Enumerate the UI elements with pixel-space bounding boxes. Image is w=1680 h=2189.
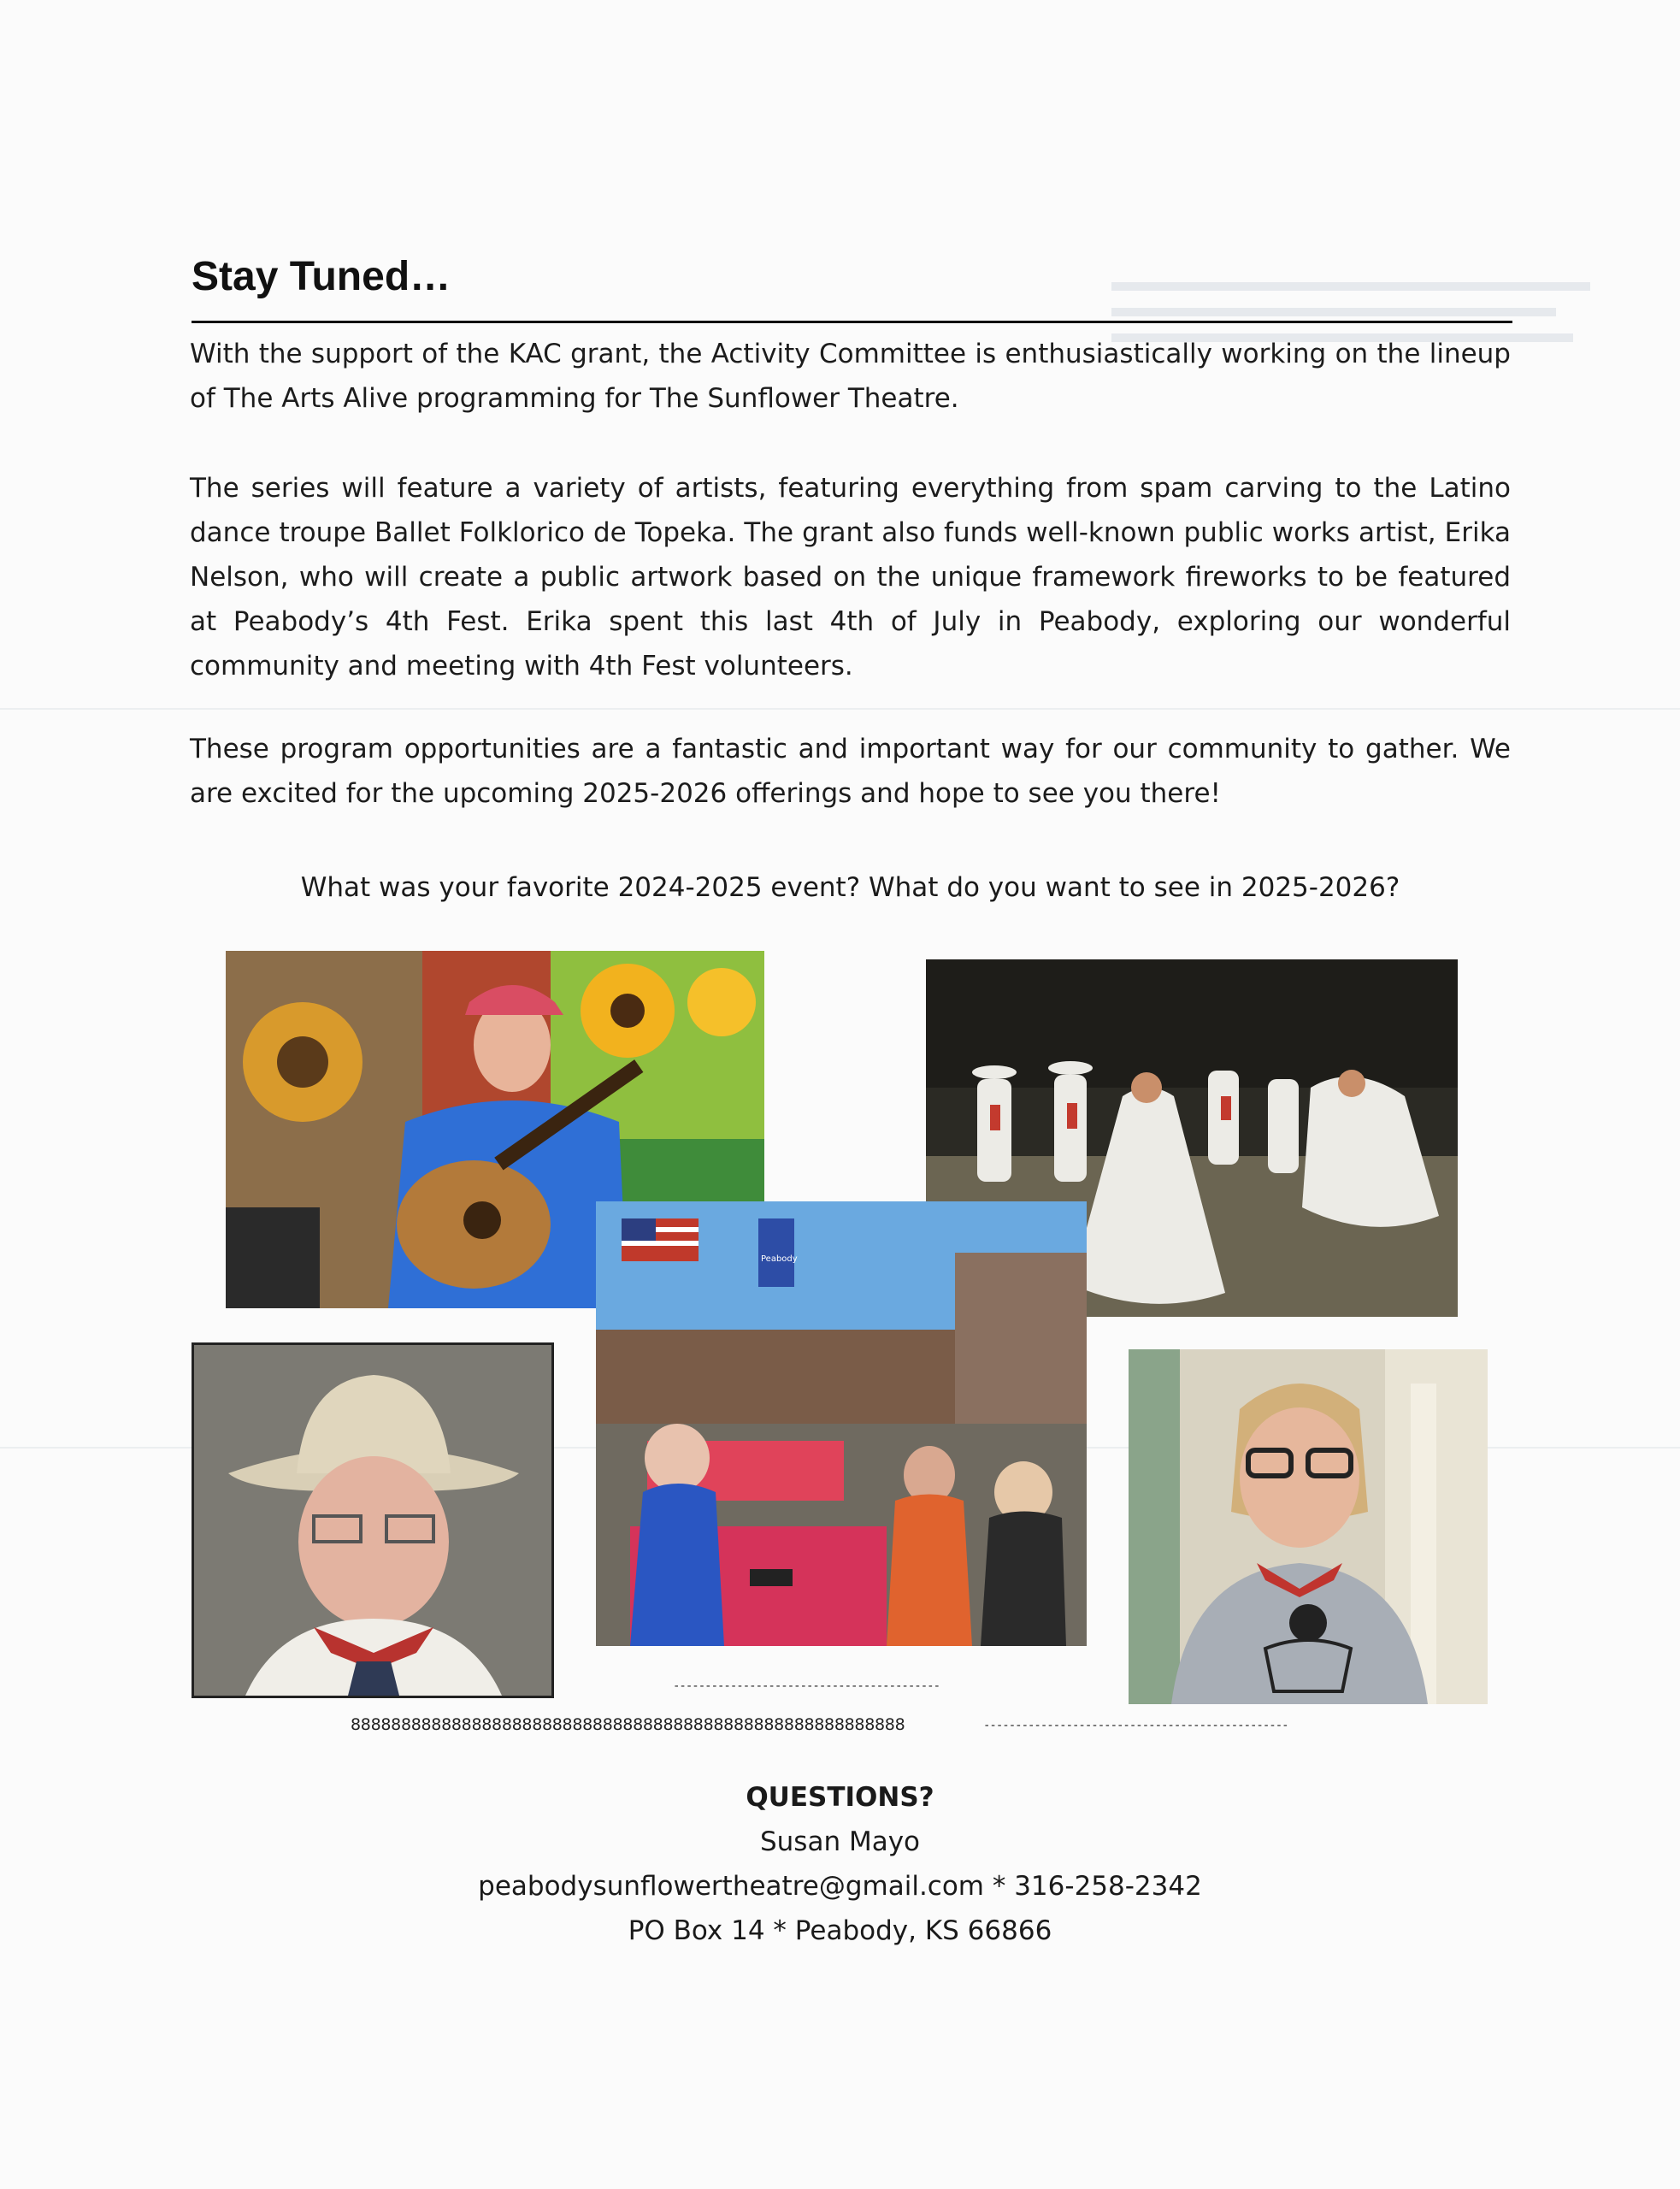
opportunities-paragraph: These program opportunities are a fantastic and important way for our community to gather. We are excited for the upcoming 2025-2026 offerings and hope to see you there! [190,734,1511,809]
contact-name: Susan Mayo [759,1826,921,1857]
heading-underline [192,321,1512,323]
contact-heading: QUESTIONS? [746,1782,934,1813]
paper-fold-line [0,708,1680,710]
artist-portrait-photo [1129,1349,1488,1704]
contact-email-phone: peabodysunflowertheatre@gmail.com * 316-258-2342 [478,1871,1202,1902]
intro-paragraph: With the support of the KAC grant, the Activity Committee is enthusiastically working on the lineup of The Arts Alive programming for The Sunflower Theatre. [190,339,1511,414]
page-heading: Stay Tuned… [192,254,451,299]
contact-address: PO Box 14 * Peabody, KS 66866 [628,1915,1052,1946]
series-paragraph: The series will feature a variety of artists, featuring everything from spam carving to the Latino dance troupe Ballet Folklorico de Topeka. The grant also funds well-known public works artist, Erika Nelson, who will create a public artwork based on the unique framework fireworks to be featured at Peabody’s 4th Fest. Erika spent this last 4th of July in Peabody, exploring our wonderful community and meeting with 4th Fest volunteers. [190,473,1511,681]
separator-dashes-short: ------------------------------------------ [673,1679,940,1693]
separator-dashes-long: ------------------------------------------------ [983,1719,1288,1732]
separator-eights: 8888888888888888888888888888888888888888888888888888888 [351,1715,905,1734]
street-festival-photo [596,1201,1087,1646]
feedback-question: What was your favorite 2024-2025 event? What do you want to see in 2025-2026? [300,872,1400,903]
street-banner-label: Peabody [761,1254,798,1264]
cowboy-portrait-photo [192,1342,554,1698]
